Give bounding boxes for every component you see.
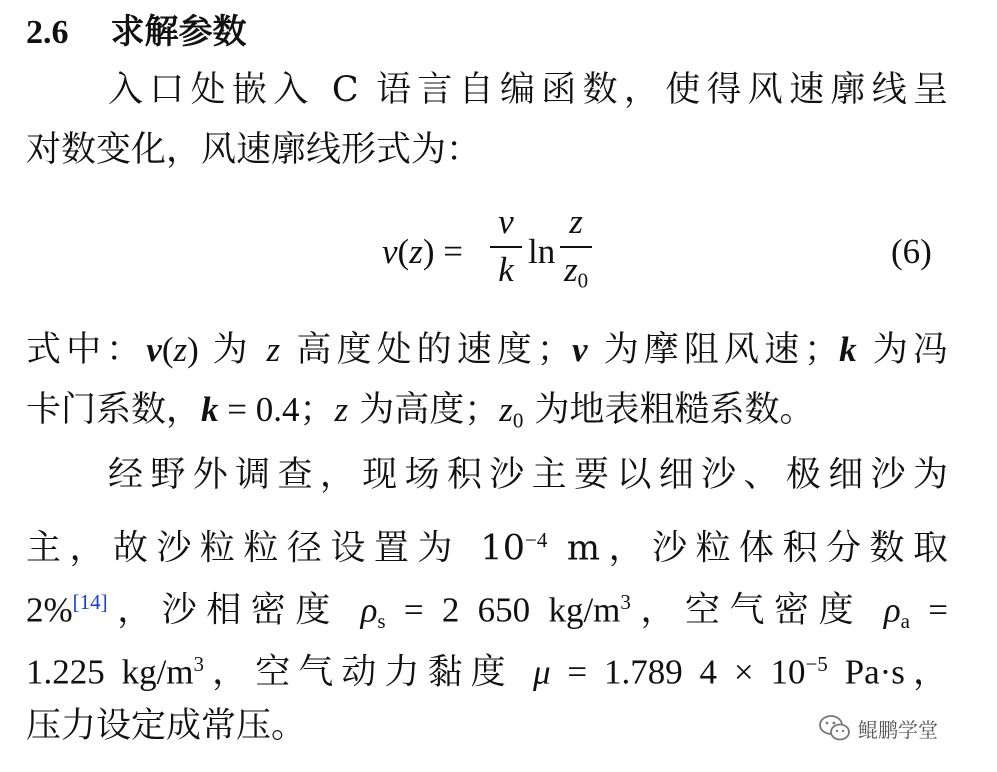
eq-frac2-den: $z_0$ <box>563 250 589 293</box>
section-title: 求解参数 <box>110 12 247 52</box>
para1-line1: 入口处嵌入 C 语言自编函数，使得风速廓线呈 <box>108 70 948 110</box>
para3-line5: 压力设定成常压。 <box>26 706 307 746</box>
para3-line4: 1.225 $kg/m^3$，空气动力黏度 μ = 1.789 $4 \times 10^{-5}$ Pa·s， <box>26 652 948 693</box>
watermark-text: 鲲鹏学堂 <box>858 717 938 742</box>
para2-line2: 卡门系数，k = 0.4；z 为高度；$z_0$ 为地表粗糙系数。 <box>26 390 815 433</box>
eq-frac1-den: k <box>498 250 514 289</box>
eq-frac1-num: v <box>498 202 514 241</box>
equation-number: (6) <box>891 232 932 271</box>
para3-line3: 2%[14]，沙相密度 $\rho_s = 2$ 650 $kg/m^3$，空气密度 $\rho_a$ = <box>26 590 948 633</box>
eq-lhs: v(z) = <box>382 232 463 271</box>
para1-line2: 对数变化，风速廓线形式为： <box>26 130 482 170</box>
watermark <box>818 708 968 748</box>
eq-frac1-bar <box>490 246 522 248</box>
citation-link[interactable]: [14] <box>72 590 108 614</box>
wechat-icon <box>818 713 852 743</box>
para2-line1: 式中：v(z) 为 z 高度处的速度；v 为摩阻风速；k 为冯 <box>26 330 948 370</box>
section-number: 2.6 <box>26 14 69 51</box>
para3-line2: 主，故沙粒粒径设置为 $10^{-4}$ m，沙粒体积分数取 <box>26 528 948 569</box>
section-heading <box>26 4 247 53</box>
eq-ln: ln <box>528 232 556 271</box>
para3-line1: 经野外调查，现场积沙主要以细沙、极细沙为 <box>108 455 948 495</box>
eq-frac2-bar <box>560 246 592 248</box>
eq-frac2-num: z <box>569 202 583 241</box>
